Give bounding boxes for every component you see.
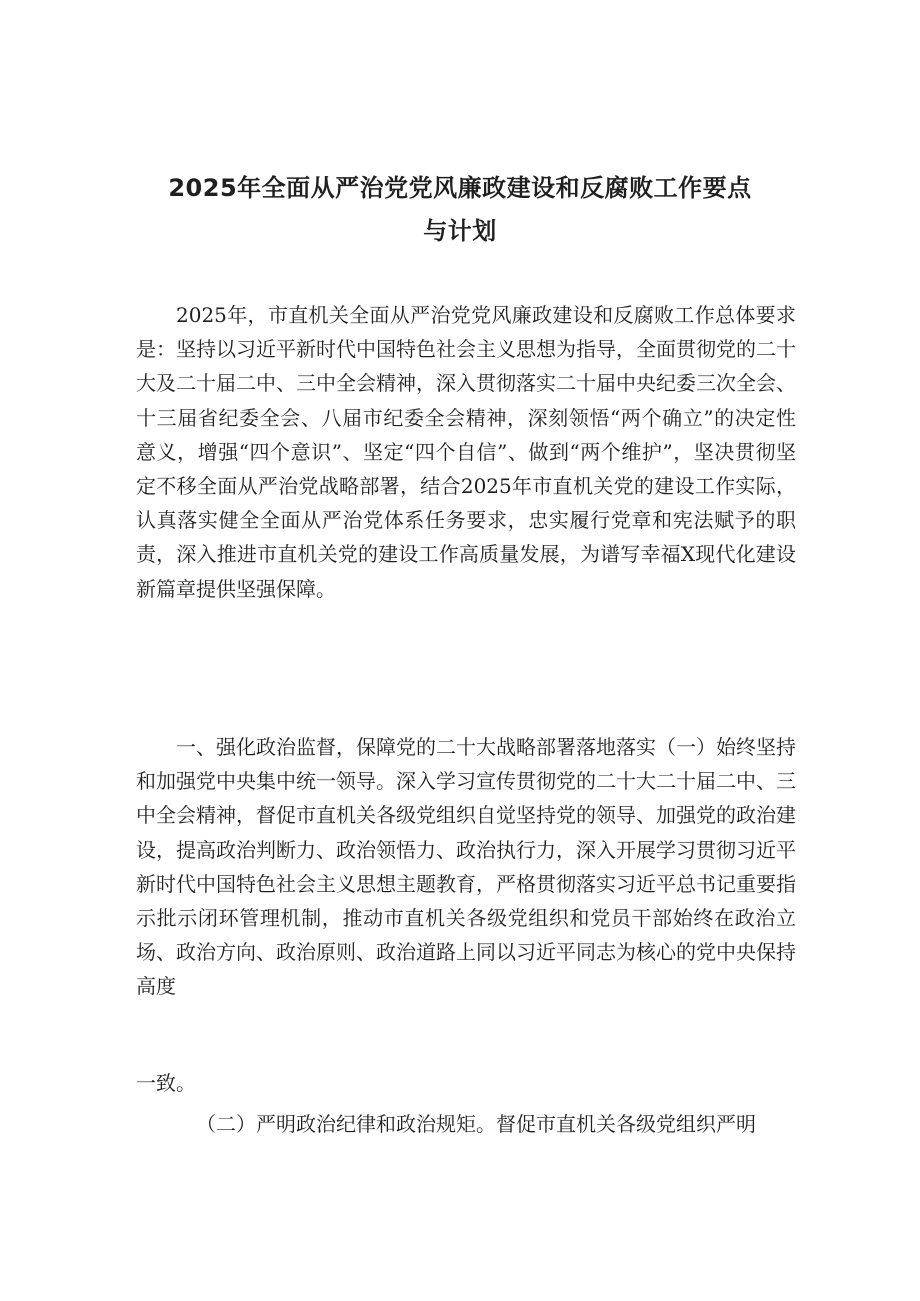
paragraph-political-supervision: 一、强化政治监督，保障党的二十大战略部署落地落实（一）始终坚持和加强党中央集中统一领导。深入学习宣传贯彻党的二十大二十届二中、三中全会精神，督促市直机关各级党组织自觉坚持党的领导、加强党的政治建设，提高政治判断力、政治领悟力、政治执行力，深入开展学习贯彻习近平新时代中国特色社会主义思想主题教育，严格贯彻落实习近平总书记重要指示批示闭环管理机制，推动市直机关各级党组织和党员干部始终在政治立场、政治方向、政治原则、政治道路上同以习近平同志为核心的党中央保持高度 — [136, 735, 796, 999]
paragraph-overall-requirements: 2025年，市直机关全面从严治党党风廉政建设和反腐败工作总体要求是：坚持以习近平新时代中国特色社会主义思想为指导，全面贯彻党的二十大及二十届二中、三中全会精神，深入贯彻落实二十届中央纪委三次全会、十三届省纪委全会、八届市纪委全会精神，深刻领悟“两个确立”的决定性意义，增强“四个意识”、坚定“四个自信”、做到“两个维护”，坚决贯彻坚定不移全面从严治党战略部署，结合2025年市直机关党的建设工作实际，认真落实健全全面从严治党体系任务要求，忠实履行党章和宪法赋予的职责，深入推进市直机关党的建设工作高质量发展，为谱写幸福X现代化建设新篇章提供坚强保障。 — [136, 303, 796, 601]
document-title-line-1: 2025年全面从严治党党风廉政建设和反腐败工作要点 — [168, 174, 752, 202]
paragraph-political-supervision-tail: 一致。 — [136, 1071, 196, 1095]
document-title-line-2: 与计划 — [423, 217, 497, 245]
paragraph-political-discipline: （二）严明政治纪律和政治规矩。督促市直机关各级党组织严明 — [196, 1112, 756, 1136]
